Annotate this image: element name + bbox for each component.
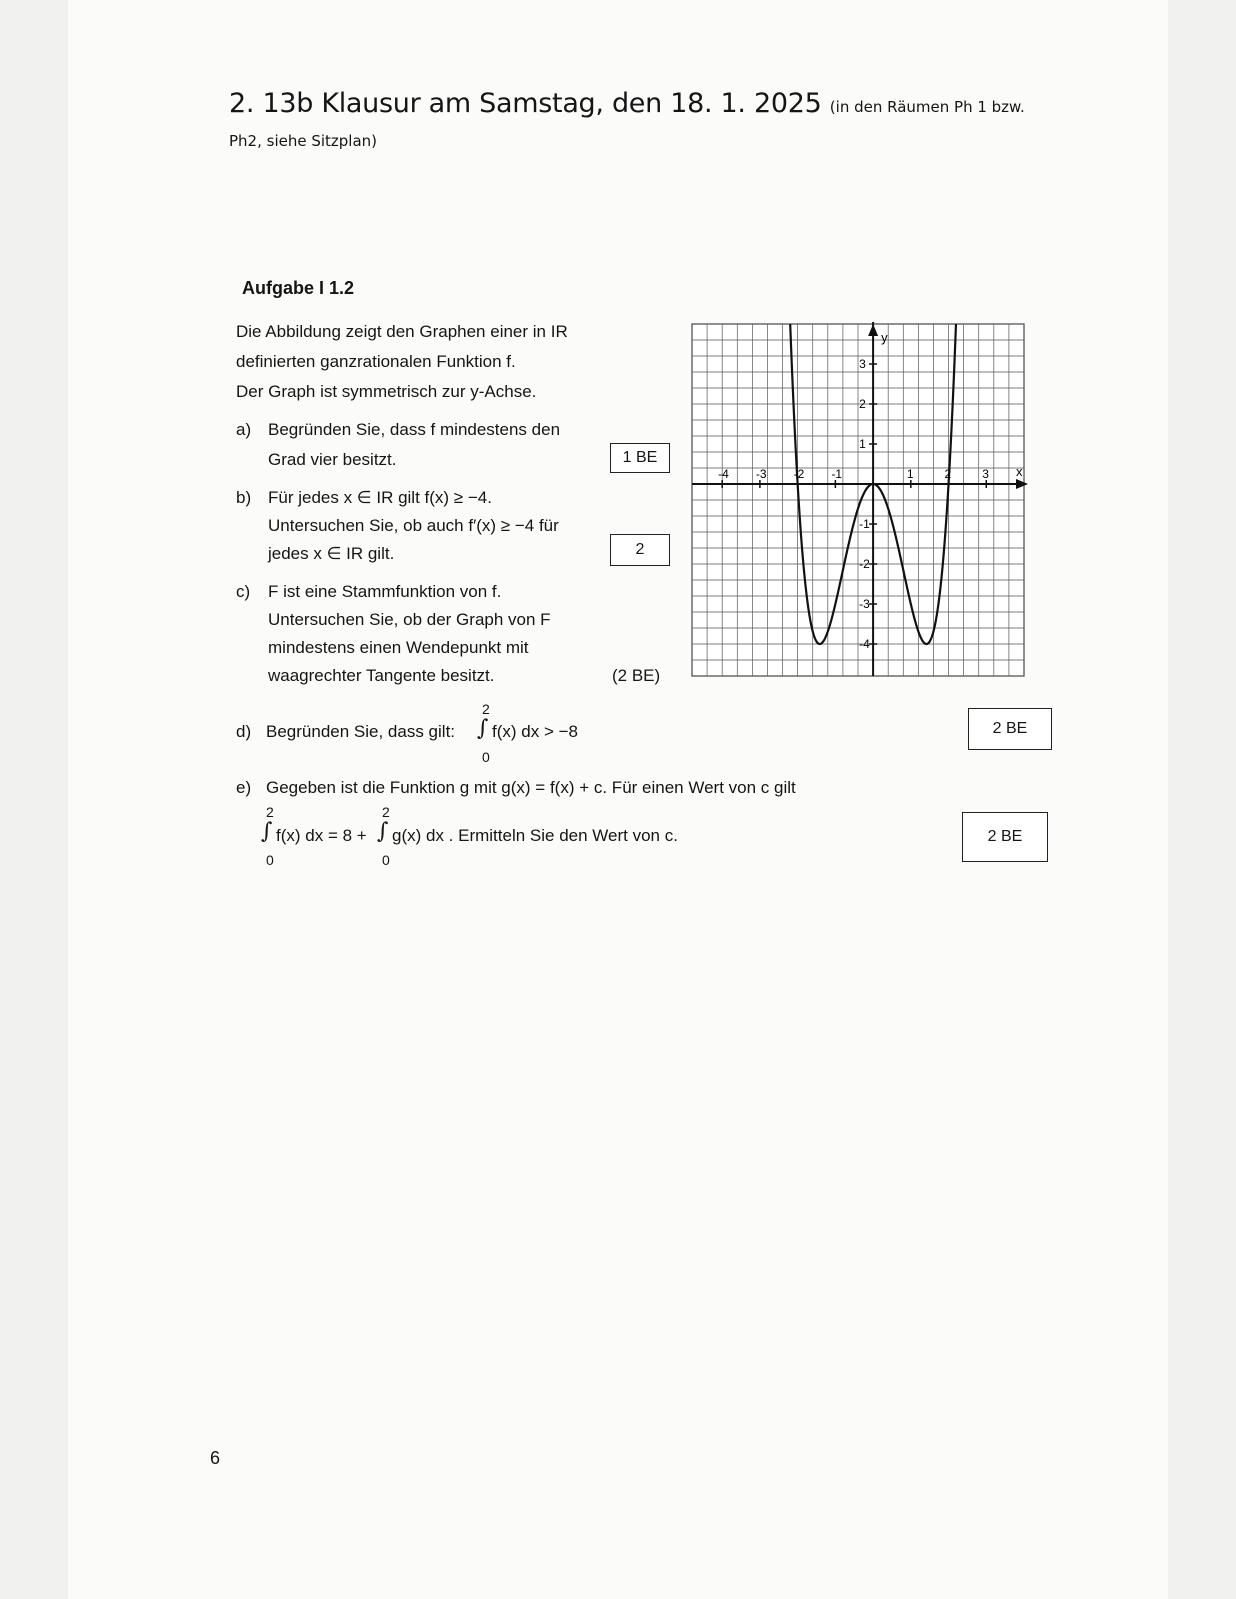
x-tick-label: 3 [982, 467, 989, 481]
part-c-line-2: Untersuchen Sie, ob der Graph von F [268, 610, 551, 629]
title-text: 2. 13b Klausur am Samstag, den 18. 1. 2025 [229, 88, 822, 119]
part-d-integrand: f(x) dx > −8 [492, 722, 578, 741]
part-e-line-1: Gegeben ist die Funktion g mit g(x) = f(x) + c. Für einen Wert von c gilt [266, 778, 796, 797]
intro-line-2: definierten ganzrationalen Funktion f. [236, 352, 516, 371]
part-e-lower-limit-1: 0 [266, 852, 274, 868]
y-tick-label: -3 [859, 597, 870, 611]
part-e-label: e) [236, 778, 252, 797]
x-tick-label: 1 [906, 467, 914, 481]
part-e-integral-2: g(x) dx . Ermitteln Sie den Wert von c. [392, 826, 678, 845]
task-title: Aufgabe I 1.2 [242, 278, 355, 298]
part-b-points-box: 2 [610, 534, 670, 566]
part-c-line-1: F ist eine Stammfunktion von f. [268, 582, 502, 601]
part-b-line-3: jedes x ∈ IR gilt. [268, 544, 395, 563]
part-e-points-box: 2 BE [962, 812, 1048, 862]
part-c-line-4: waagrechter Tangente besitzt. [268, 666, 495, 685]
part-a-line-1: Begründen Sie, dass f mindestens den [268, 420, 561, 439]
part-a-points-box: 1 BE [610, 443, 670, 473]
y-axis-label: y [881, 330, 888, 345]
x-axis-label: x [1016, 464, 1023, 479]
part-b-label: b) [236, 488, 252, 507]
part-a-label: a) [236, 420, 252, 439]
y-tick-label: -4 [859, 637, 870, 651]
x-tick-label: -1 [831, 467, 843, 481]
page-subtitle: Ph2, siehe Sitzplan) [229, 132, 378, 150]
integral-sign: ∫ [377, 819, 389, 844]
function-graph [688, 320, 1028, 680]
part-e-lower-limit-2: 0 [382, 852, 390, 868]
y-tick-label: 3 [859, 357, 866, 371]
x-tick-label: -4 [718, 467, 729, 481]
part-d-lower-limit: 0 [482, 749, 490, 765]
page-title [229, 88, 1025, 119]
part-d-points-box: 2 BE [968, 708, 1052, 750]
x-tick-label: -3 [755, 467, 767, 481]
y-tick-label: -1 [859, 517, 870, 531]
part-b-line-1: Für jedes x ∈ IR gilt f(x) ≥ −4. [268, 488, 492, 507]
title-suffix: (in den Räumen Ph 1 bzw. [829, 98, 1025, 116]
part-b-line-2: Untersuchen Sie, ob auch f′(x) ≥ −4 für [268, 516, 559, 535]
intro-line-1: Die Abbildung zeigt den Graphen einer in IR [236, 322, 568, 341]
y-tick-label: 1 [859, 437, 866, 451]
part-d-text: Begründen Sie, dass gilt: [266, 722, 456, 741]
paper-sheet [68, 0, 1168, 1599]
part-d-label: d) [236, 722, 252, 741]
part-e-upper-limit-1: 2 [266, 804, 274, 820]
part-c-points: (2 BE) [612, 666, 661, 685]
part-c-line-3: mindestens einen Wendepunkt mit [268, 638, 529, 657]
integral-sign: ∫ [477, 716, 489, 741]
x-tick-label: -2 [793, 467, 805, 481]
x-tick-label: 2 [944, 467, 952, 481]
part-a-line-2: Grad vier besitzt. [268, 450, 397, 469]
part-d-upper-limit: 2 [482, 701, 490, 717]
intro-line-3: Der Graph ist symmetrisch zur y-Achse. [236, 382, 537, 401]
part-c-label: c) [236, 582, 251, 601]
part-e-upper-limit-2: 2 [382, 804, 390, 820]
y-tick-label: -2 [859, 557, 870, 571]
part-e-integral-1: f(x) dx = 8 + [276, 826, 367, 845]
integral-sign: ∫ [261, 819, 273, 844]
page-number: 6 [210, 1448, 221, 1468]
y-tick-label: 2 [859, 397, 866, 411]
